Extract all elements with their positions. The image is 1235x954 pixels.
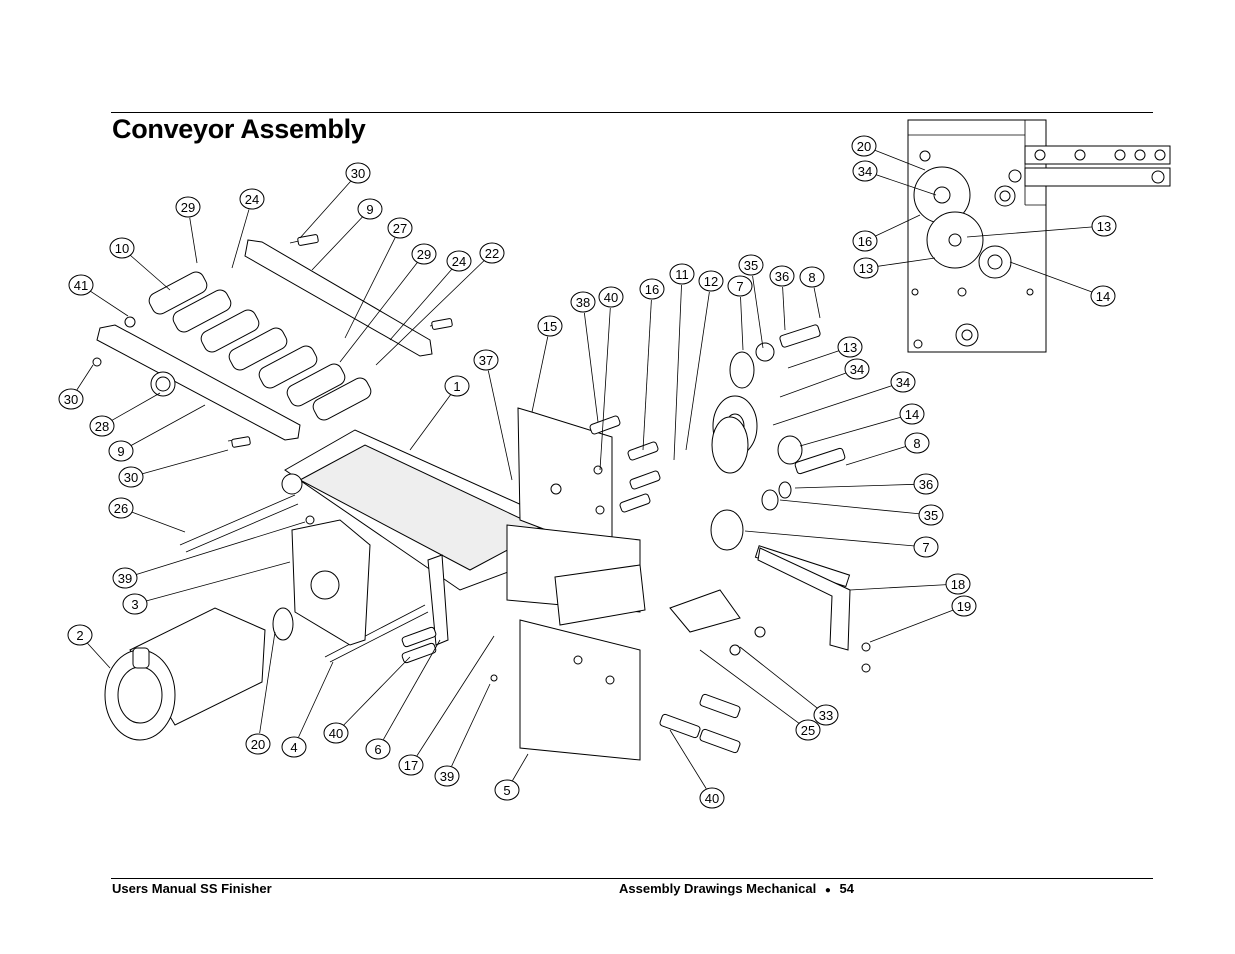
callout-label: 11 <box>675 267 689 282</box>
callout-14 <box>1091 286 1115 306</box>
callout-leader <box>136 522 305 575</box>
callout-8 <box>800 267 824 287</box>
callout-label: 2 <box>76 628 84 643</box>
callout-label: 30 <box>123 470 139 485</box>
callout-leader <box>800 417 901 446</box>
callout-label: 8 <box>913 436 921 451</box>
callout-leader <box>87 643 110 668</box>
callout-leader <box>513 754 528 780</box>
callout-leader <box>390 269 452 340</box>
callout-label: 26 <box>113 501 129 516</box>
callout-label: 18 <box>950 577 966 592</box>
callout-2 <box>68 625 92 645</box>
callout-leader <box>846 446 906 465</box>
callout-label: 37 <box>478 353 494 368</box>
callout-41 <box>69 275 93 295</box>
callout-20 <box>246 734 270 754</box>
callout-label: 9 <box>117 444 125 459</box>
callout-leader <box>795 484 915 488</box>
callout-leader <box>344 657 410 725</box>
callout-24 <box>240 189 264 209</box>
callout-leader <box>674 285 682 460</box>
callout-16 <box>640 279 664 299</box>
callout-label: 3 <box>131 597 139 612</box>
callout-label: 12 <box>703 274 719 289</box>
callout-label: 40 <box>603 290 619 305</box>
callout-1 <box>445 376 469 396</box>
callout-label: 34 <box>849 362 865 377</box>
callout-leader <box>130 255 170 290</box>
callout-3 <box>123 594 147 614</box>
callout-leader <box>190 218 197 263</box>
callout-leader <box>90 291 128 316</box>
inset-side-view <box>908 120 1170 352</box>
motor <box>105 520 370 740</box>
callout-7 <box>728 276 752 296</box>
callout-label: 22 <box>484 246 500 261</box>
callout-label: 20 <box>250 737 266 752</box>
callout-label: 41 <box>73 278 89 293</box>
callout-leader <box>131 405 205 446</box>
callout-24 <box>447 251 471 271</box>
callout-leader <box>131 512 185 532</box>
callout-label: 19 <box>956 599 972 614</box>
callout-label: 1 <box>453 379 461 394</box>
callout-label: 28 <box>94 419 110 434</box>
callout-leader <box>780 500 920 514</box>
callout-leader <box>700 650 799 723</box>
callout-40 <box>599 287 623 307</box>
callout-30 <box>119 467 143 487</box>
callout-label: 16 <box>857 234 873 249</box>
callout-leader <box>814 288 820 318</box>
callout-label: 36 <box>918 477 934 492</box>
callout-leader <box>870 610 954 642</box>
callout-leader <box>112 393 160 421</box>
callout-16 <box>853 231 877 251</box>
callout-leader <box>745 531 915 546</box>
callout-28 <box>90 416 114 436</box>
callout-5 <box>495 780 519 800</box>
callout-label: 25 <box>800 723 816 738</box>
callout-label: 30 <box>63 392 79 407</box>
callout-label: 24 <box>451 254 467 269</box>
callout-label: 7 <box>922 540 930 555</box>
callout-25 <box>796 720 820 740</box>
callout-6 <box>366 739 390 759</box>
callout-9 <box>358 199 382 219</box>
callout-22 <box>480 243 504 263</box>
callout-leader <box>410 395 450 450</box>
callout-36 <box>770 266 794 286</box>
callout-label: 27 <box>392 221 408 236</box>
callout-leader <box>312 217 362 270</box>
callout-label: 34 <box>857 164 873 179</box>
callout-label: 30 <box>350 166 366 181</box>
callout-35 <box>739 255 763 275</box>
callout-18 <box>946 574 970 594</box>
callout-36 <box>914 474 938 494</box>
callout-13 <box>838 337 862 357</box>
callout-4 <box>282 737 306 757</box>
callout-34 <box>845 359 869 379</box>
callout-leader <box>686 292 709 450</box>
callout-label: 6 <box>374 742 382 757</box>
footer-bullet: ● <box>824 885 831 896</box>
callout-34 <box>891 372 915 392</box>
callout-40 <box>700 788 724 808</box>
footer-page-number: 54 <box>839 881 855 896</box>
callout-label: 13 <box>842 340 858 355</box>
callout-label: 29 <box>416 247 432 262</box>
callout-label: 29 <box>180 200 196 215</box>
callout-leader <box>850 585 947 590</box>
callout-leader <box>77 365 93 390</box>
callout-12 <box>699 271 723 291</box>
callout-17 <box>399 755 423 775</box>
callout-label: 24 <box>244 192 260 207</box>
callout-leader <box>232 210 249 268</box>
page-title: Conveyor Assembly <box>112 114 366 144</box>
callout-leader <box>643 300 651 450</box>
callout-13 <box>854 258 878 278</box>
callout-label: 14 <box>1095 289 1111 304</box>
callout-leader <box>741 297 743 350</box>
footer-section-title: Assembly Drawings Mechanical <box>619 881 817 896</box>
callout-30 <box>346 163 370 183</box>
callout-30 <box>59 389 83 409</box>
callout-label: 13 <box>1096 219 1112 234</box>
callout-label: 16 <box>644 282 660 297</box>
callout-label: 8 <box>808 270 816 285</box>
callout-20 <box>852 136 876 156</box>
callout-leader <box>780 373 847 397</box>
callout-label: 5 <box>503 783 511 798</box>
callout-label: 39 <box>439 769 455 784</box>
callout-leader <box>452 684 490 766</box>
callout-label: 34 <box>895 375 911 390</box>
callout-27 <box>388 218 412 238</box>
callout-label: 4 <box>290 740 298 755</box>
callout-leader <box>488 371 512 480</box>
callout-leader <box>532 337 548 412</box>
callout-label: 9 <box>366 202 374 217</box>
callout-label: 20 <box>856 139 872 154</box>
callout-33 <box>814 705 838 725</box>
callout-35 <box>919 505 943 525</box>
callout-15 <box>538 316 562 336</box>
callout-9 <box>109 441 133 461</box>
callout-label: 39 <box>117 571 133 586</box>
callout-29 <box>412 244 436 264</box>
callout-26 <box>109 498 133 518</box>
callout-leader <box>783 287 785 330</box>
footer-section <box>619 881 854 896</box>
callout-label: 40 <box>704 791 720 806</box>
callout-11 <box>670 264 694 284</box>
roller-frame <box>93 238 450 441</box>
callout-leader <box>740 647 817 708</box>
footer-manual-title: Users Manual SS Finisher <box>112 881 272 896</box>
callout-38 <box>571 292 595 312</box>
callout-label: 35 <box>923 508 939 523</box>
callout-29 <box>176 197 200 217</box>
callout-label: 13 <box>858 261 874 276</box>
callout-leader <box>300 181 351 238</box>
callout-label: 10 <box>114 241 130 256</box>
callout-label: 40 <box>328 726 344 741</box>
callout-label: 38 <box>575 295 591 310</box>
callout-leader <box>584 313 598 422</box>
callout-40 <box>324 723 348 743</box>
footer-rule <box>111 878 1153 879</box>
callout-39 <box>435 766 459 786</box>
callout-13 <box>1092 216 1116 236</box>
callout-label: 17 <box>403 758 419 773</box>
callout-10 <box>110 238 134 258</box>
callout-leader <box>788 351 840 368</box>
callout-leader <box>146 562 290 601</box>
callout-label: 15 <box>542 319 558 334</box>
callout-label: 36 <box>774 269 790 284</box>
callout-8 <box>905 433 929 453</box>
callout-label: 33 <box>818 708 834 723</box>
callout-label: 35 <box>743 258 759 273</box>
callout-leader <box>773 385 893 425</box>
callout-label: 14 <box>904 407 920 422</box>
callout-34 <box>853 161 877 181</box>
callout-leader <box>753 276 763 348</box>
callout-14 <box>900 404 924 424</box>
callout-leader <box>142 450 228 474</box>
callout-19 <box>952 596 976 616</box>
callout-37 <box>474 350 498 370</box>
callout-39 <box>113 568 137 588</box>
callout-7 <box>914 537 938 557</box>
callout-label: 7 <box>736 279 744 294</box>
